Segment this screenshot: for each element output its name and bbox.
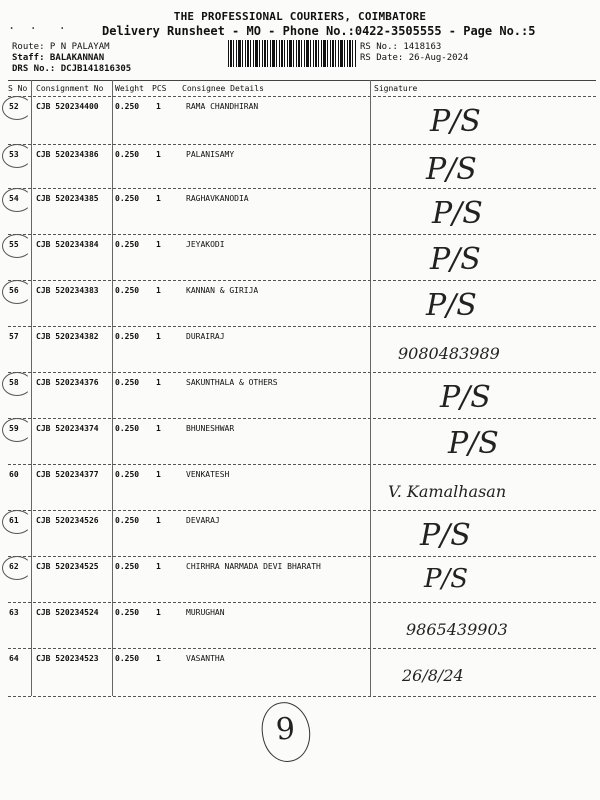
handwritten-circle-mark (2, 556, 32, 580)
handwritten-circle-mark (2, 96, 32, 120)
row-consignment-no: CJB 520234386 (36, 150, 99, 159)
row-consignment-no: CJB 520234523 (36, 654, 99, 663)
row-pcs: 1 (156, 286, 161, 295)
column-header-consignee: Consignee Details (182, 84, 264, 93)
row-pcs: 1 (156, 608, 161, 617)
row-weight: 0.250 (115, 470, 140, 479)
row-signature: P/S (448, 426, 499, 461)
row-pcs: 1 (156, 150, 161, 159)
row-signature: 9080483989 (398, 344, 500, 363)
row-signature: V. Kamalhasan (388, 482, 507, 501)
row-weight: 0.250 (115, 608, 140, 617)
handwritten-circle-mark (2, 510, 32, 534)
row-signature: P/S (420, 518, 471, 553)
row-consignee: VASANTHA (186, 654, 225, 663)
row-consignee: SAKUNTHALA & OTHERS (186, 378, 278, 387)
row-sno: 59 (9, 424, 19, 433)
row-consignee: JEYAKODI (186, 240, 225, 249)
row-consignment-no: CJB 520234376 (36, 378, 99, 387)
column-header-consignment: Consignment No (36, 84, 104, 93)
column-header-sno: S No (8, 84, 28, 93)
row-sno: 55 (9, 240, 19, 249)
row-pcs: 1 (156, 332, 161, 341)
decorative-dots: . . . (8, 18, 66, 32)
row-separator (8, 510, 596, 511)
row-signature: 9865439903 (406, 620, 508, 639)
rs-date: RS Date: 26-Aug-2024 (360, 53, 469, 63)
row-separator (8, 648, 596, 649)
row-consignment-no: CJB 520234374 (36, 424, 99, 433)
row-consignee: VENKATESH (186, 470, 230, 479)
row-pcs: 1 (156, 194, 161, 203)
row-sno: 62 (9, 562, 19, 571)
row-consignee: MURUGHAN (186, 608, 225, 617)
row-consignee: CHIRHRA NARMADA DEVI BHARATH (186, 562, 321, 571)
row-separator (8, 418, 596, 419)
column-divider (112, 80, 113, 696)
row-weight: 0.250 (115, 516, 140, 525)
row-pcs: 1 (156, 102, 161, 111)
runsheet-subtitle: Delivery Runsheet - MO - Phone No.:0422-3505555 - Page No.:5 (102, 24, 536, 38)
row-separator (8, 280, 596, 281)
row-pcs: 1 (156, 424, 161, 433)
row-weight: 0.250 (115, 102, 140, 111)
row-consignee: RAMA CHANDHIRAN (186, 102, 259, 111)
row-sno: 54 (9, 194, 19, 203)
row-signature: P/S (426, 288, 477, 323)
row-separator (8, 372, 596, 373)
table-top-border (8, 80, 596, 81)
row-consignment-no: CJB 520234526 (36, 516, 99, 525)
row-sno: 56 (9, 286, 19, 295)
row-sno: 60 (9, 470, 19, 479)
row-signature: P/S (424, 564, 469, 594)
row-signature: P/S (426, 152, 477, 187)
row-sno: 52 (9, 102, 19, 111)
row-separator (8, 188, 596, 189)
row-separator (8, 234, 596, 235)
row-consignment-no: CJB 520234524 (36, 608, 99, 617)
row-signature: P/S (430, 104, 481, 139)
handwritten-circle-mark (2, 188, 32, 212)
route-label: Route: P N PALAYAM (12, 42, 110, 52)
row-signature: 26/8/24 (402, 666, 464, 685)
row-separator (8, 326, 596, 327)
row-sno: 63 (9, 608, 19, 617)
row-signature: P/S (440, 380, 491, 415)
handwritten-circle-mark (2, 280, 32, 304)
row-consignment-no: CJB 520234525 (36, 562, 99, 571)
row-consignee: KANNAN & GIRIJA (186, 286, 259, 295)
page-title: THE PROFESSIONAL COURIERS, COIMBATORE (173, 10, 427, 23)
row-signature: P/S (430, 242, 481, 277)
handwritten-circle-mark (2, 234, 32, 258)
row-separator (8, 144, 596, 145)
row-consignment-no: CJB 520234384 (36, 240, 99, 249)
row-separator (8, 602, 596, 603)
row-pcs: 1 (156, 240, 161, 249)
handwritten-circle-mark (2, 372, 32, 396)
row-consignment-no: CJB 520234382 (36, 332, 99, 341)
row-consignee: RAGHAVKANODIA (186, 194, 249, 203)
row-weight: 0.250 (115, 150, 140, 159)
barcode (228, 40, 356, 67)
handwritten-circle-mark (2, 418, 32, 442)
row-consignment-no: CJB 520234385 (36, 194, 99, 203)
row-weight: 0.250 (115, 378, 140, 387)
row-pcs: 1 (156, 562, 161, 571)
row-sno: 57 (9, 332, 19, 341)
row-pcs: 1 (156, 378, 161, 387)
row-consignee: BHUNESHWAR (186, 424, 235, 433)
row-pcs: 1 (156, 516, 161, 525)
row-consignment-no: CJB 520234383 (36, 286, 99, 295)
row-consignment-no: CJB 520234400 (36, 102, 99, 111)
row-weight: 0.250 (115, 240, 140, 249)
row-pcs: 1 (156, 470, 161, 479)
column-header-pcs: PCS (152, 84, 167, 93)
row-weight: 0.250 (115, 424, 140, 433)
row-sno: 64 (9, 654, 19, 663)
handwritten-circle-mark (2, 144, 32, 168)
row-consignment-no: CJB 520234377 (36, 470, 99, 479)
staff-label: Staff: BALAKANNAN (12, 53, 105, 63)
row-signature: P/S (432, 196, 483, 231)
row-pcs: 1 (156, 654, 161, 663)
row-consignee: PALANISAMY (186, 150, 235, 159)
header-separator (8, 96, 596, 97)
row-separator (8, 696, 596, 697)
row-sno: 58 (9, 378, 19, 387)
row-separator (8, 556, 596, 557)
row-consignee: DEVARAJ (186, 516, 220, 525)
column-divider (370, 80, 371, 696)
row-consignee: DURAIRAJ (186, 332, 225, 341)
column-header-signature: Signature (374, 84, 418, 93)
row-sno: 61 (9, 516, 19, 525)
drs-number: DRS No.: DCJB141816305 (12, 64, 132, 74)
column-header-weight: Weight (115, 84, 144, 93)
row-weight: 0.250 (115, 332, 140, 341)
rs-number: RS No.: 1418163 (360, 42, 442, 52)
row-weight: 0.250 (115, 286, 140, 295)
row-separator (8, 464, 596, 465)
row-weight: 0.250 (115, 562, 140, 571)
row-weight: 0.250 (115, 194, 140, 203)
row-weight: 0.250 (115, 654, 140, 663)
row-sno: 53 (9, 150, 19, 159)
handwritten-page-number: 9 (274, 711, 297, 748)
